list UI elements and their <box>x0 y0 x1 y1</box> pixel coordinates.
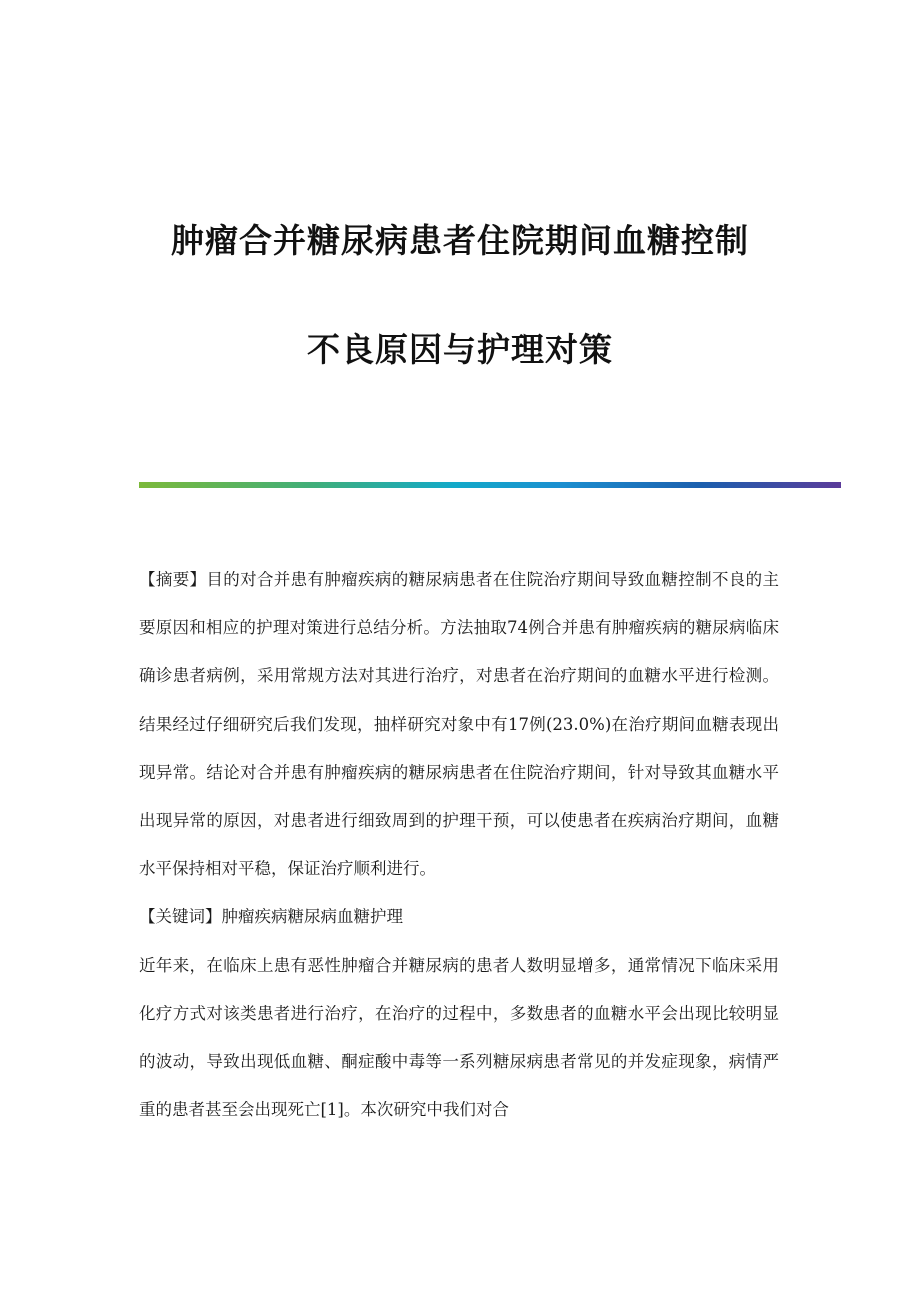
title-line-2: 不良原因与护理对策 <box>307 330 613 369</box>
body-content <box>139 556 779 1134</box>
gradient-divider <box>139 482 841 488</box>
intro-paragraph: 近年来，在临床上患有恶性肿瘤合并糖尿病的患者人数明显增多，通常情况下临床采用化疗方式对该类患者进行治疗，在治疗的过程中，多数患者的血糖水平会出现比较明显的波动，导致出现低血糖、酮症酸中毒等一系列糖尿病患者常见的并发症现象，病情严重的患者甚至会出现死亡[1]。本次研究中我们对合 <box>139 955 779 1120</box>
abstract-paragraph: 【摘要】目的对合并患有肿瘤疾病的糖尿病患者在住院治疗期间导致血糖控制不良的主要原因和相应的护理对策进行总结分析。方法抽取74例合并患有肿瘤疾病的糖尿病临床确诊患者病例，采用常规方法对其进行治疗，对患者在治疗期间的血糖水平进行检测。结果经过仔细研究后我们发现，抽样研究对象中有17例(23.0%)在治疗期间血糖表现出现异常。结论对合并患有肿瘤疾病的糖尿病患者在住院治疗期间，针对导致其血糖水平出现异常的原因，对患者进行细致周到的护理干预，可以使患者在疾病治疗期间，血糖水平保持相对平稳，保证治疗顺利进行。 <box>139 570 779 879</box>
keywords-line: 【关键词】肿瘤疾病糖尿病血糖护理 <box>139 907 403 927</box>
document-title <box>0 213 920 378</box>
title-line-1: 肿瘤合并糖尿病患者住院期间血糖控制 <box>171 221 749 260</box>
